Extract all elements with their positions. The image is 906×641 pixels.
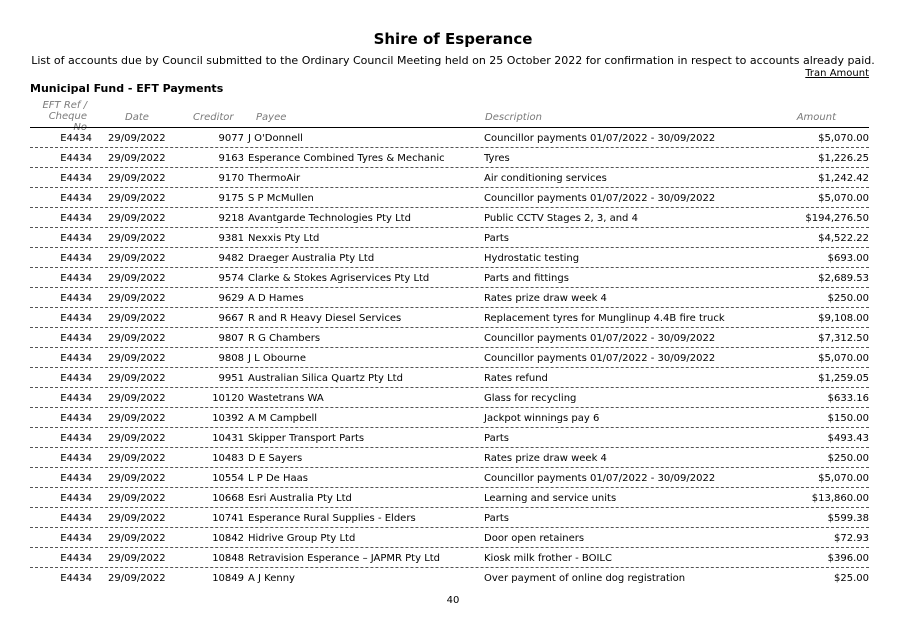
cell-date: 29/09/2022: [108, 253, 166, 264]
table-row: [30, 208, 869, 228]
cell-payee: Draeger Australia Pty Ltd: [248, 253, 375, 264]
cell-payee: A D Hames: [248, 293, 304, 304]
cell-payee: R G Chambers: [248, 333, 321, 344]
cell-payee: Esri Australia Pty Ltd: [248, 493, 352, 504]
cell-date: 29/09/2022: [108, 453, 166, 464]
cell-ref: E4434: [60, 473, 92, 484]
cell-date: 29/09/2022: [108, 573, 166, 584]
cell-creditor: 10842: [212, 533, 244, 544]
cell-description: Councillor payments 01/07/2022 - 30/09/2022: [484, 473, 716, 484]
cell-description: Rates prize draw week 4: [484, 453, 607, 464]
cell-amount: $693.00: [827, 253, 869, 264]
cell-description: Kiosk milk frother - BOILC: [484, 553, 612, 564]
cell-amount: $25.00: [834, 573, 869, 584]
cell-ref: E4434: [60, 173, 92, 184]
cell-date: 29/09/2022: [108, 333, 166, 344]
table-header: [0, 100, 906, 133]
cell-description: Councillor payments 01/07/2022 - 30/09/2022: [484, 133, 716, 144]
cell-ref: E4434: [60, 533, 92, 544]
cell-date: 29/09/2022: [108, 173, 166, 184]
cell-ref: E4434: [60, 153, 92, 164]
cell-payee: A M Campbell: [248, 413, 318, 424]
cell-ref: E4434: [60, 573, 92, 584]
cell-creditor: 9807: [218, 333, 244, 344]
cell-amount: $72.93: [834, 533, 869, 544]
cell-payee: L P De Haas: [248, 473, 308, 484]
payments-table: [0, 128, 906, 587]
cell-ref: E4434: [60, 453, 92, 464]
page-subtitle: List of accounts due by Council submitted to the Ordinary Council Meeting held on 25 October 2022 for confirmation in respect to accounts already paid.: [31, 54, 875, 67]
cell-creditor: 9808: [218, 353, 244, 364]
cell-creditor: 9170: [218, 173, 244, 184]
cell-ref: E4434: [60, 133, 92, 144]
table-row: [30, 548, 869, 568]
cell-payee: Clarke & Stokes Agriservices Pty Ltd: [248, 273, 430, 284]
cell-date: 29/09/2022: [108, 513, 166, 524]
cell-amount: $1,242.42: [818, 173, 869, 184]
cell-description: Parts and fittings: [484, 273, 569, 284]
cell-payee: R and R Heavy Diesel Services: [248, 313, 402, 324]
table-row: [30, 508, 869, 528]
cell-creditor: 10392: [212, 413, 244, 424]
cell-ref: E4434: [60, 353, 92, 364]
cell-description: Councillor payments 01/07/2022 - 30/09/2022: [484, 353, 716, 364]
cell-amount: $396.00: [827, 553, 869, 564]
cell-date: 29/09/2022: [108, 273, 166, 284]
cell-ref: E4434: [60, 493, 92, 504]
cell-amount: $599.38: [827, 513, 869, 524]
cell-ref: E4434: [60, 433, 92, 444]
cell-ref: E4434: [60, 413, 92, 424]
cell-description: Door open retainers: [484, 533, 585, 544]
cell-ref: E4434: [60, 233, 92, 244]
table-row: [30, 468, 869, 488]
table-row: [30, 568, 869, 587]
page-number: 40: [446, 595, 460, 606]
cell-creditor: 9951: [218, 373, 244, 384]
cell-amount: $7,312.50: [818, 333, 869, 344]
cell-creditor: 10848: [212, 553, 244, 564]
page-title: Shire of Esperance: [373, 30, 533, 48]
cell-creditor: 9667: [218, 313, 244, 324]
cell-date: 29/09/2022: [108, 433, 166, 444]
table-row: [30, 528, 869, 548]
cell-date: 29/09/2022: [108, 413, 166, 424]
table-row: [30, 328, 869, 348]
cell-creditor: 9629: [218, 293, 244, 304]
cell-payee: Avantgarde Technologies Pty Ltd: [248, 213, 411, 224]
tran-amount-label: Tran Amount: [805, 68, 869, 79]
cell-ref: E4434: [60, 273, 92, 284]
table-row: [30, 148, 869, 168]
cell-description: Tyres: [484, 153, 510, 164]
col-ref-header-line2: Cheque No: [48, 111, 87, 133]
cell-description: Glass for recycling: [484, 393, 577, 404]
cell-description: Parts: [484, 513, 509, 524]
cell-creditor: 9482: [218, 253, 244, 264]
cell-payee: J L Obourne: [248, 353, 306, 364]
cell-creditor: 9218: [218, 213, 244, 224]
cell-amount: $633.16: [827, 393, 869, 404]
cell-payee: Esperance Combined Tyres & Mechanic: [248, 153, 445, 164]
cell-payee: Wastetrans WA: [248, 393, 324, 404]
cell-ref: E4434: [60, 313, 92, 324]
cell-description: Councillor payments 01/07/2022 - 30/09/2022: [484, 193, 716, 204]
cell-amount: $5,070.00: [818, 473, 869, 484]
cell-date: 29/09/2022: [108, 193, 166, 204]
cell-date: 29/09/2022: [108, 233, 166, 244]
table-row: [30, 388, 869, 408]
cell-creditor: 10431: [212, 433, 244, 444]
cell-creditor: 10554: [212, 473, 244, 484]
cell-amount: $9,108.00: [818, 313, 869, 324]
table-row: [30, 248, 869, 268]
cell-date: 29/09/2022: [108, 393, 166, 404]
table-row: [30, 288, 869, 308]
cell-amount: $1,259.05: [818, 373, 869, 384]
col-creditor-header: Creditor: [193, 112, 234, 123]
cell-creditor: 9077: [218, 133, 244, 144]
cell-description: Parts: [484, 233, 509, 244]
cell-date: 29/09/2022: [108, 313, 166, 324]
cell-amount: $4,522.22: [818, 233, 869, 244]
cell-ref: E4434: [60, 333, 92, 344]
cell-amount: $1,226.25: [818, 153, 869, 164]
cell-date: 29/09/2022: [108, 493, 166, 504]
cell-ref: E4434: [60, 553, 92, 564]
table-row: [30, 168, 869, 188]
cell-date: 29/09/2022: [108, 353, 166, 364]
col-ref-header-line1: EFT Ref /: [42, 100, 87, 111]
cell-payee: S P McMullen: [248, 193, 314, 204]
cell-amount: $250.00: [827, 453, 869, 464]
cell-description: Public CCTV Stages 2, 3, and 4: [484, 213, 638, 224]
cell-description: Learning and service units: [484, 493, 617, 504]
col-amount-header: Amount: [796, 112, 836, 123]
cell-date: 29/09/2022: [108, 373, 166, 384]
cell-payee: A J Kenny: [248, 573, 295, 584]
cell-amount: $5,070.00: [818, 193, 869, 204]
table-row: [30, 428, 869, 448]
cell-amount: $5,070.00: [818, 133, 869, 144]
cell-creditor: 10849: [212, 573, 244, 584]
col-payee-header: Payee: [256, 112, 287, 123]
cell-description: Replacement tyres for Munglinup 4.4B fire truck: [484, 313, 725, 324]
cell-payee: Retravision Esperance – JAPMR Pty Ltd: [248, 553, 441, 564]
cell-ref: E4434: [60, 293, 92, 304]
cell-creditor: 9163: [218, 153, 244, 164]
cell-description: Jackpot winnings pay 6: [484, 413, 600, 424]
cell-ref: E4434: [60, 513, 92, 524]
cell-date: 29/09/2022: [108, 473, 166, 484]
cell-payee: Australian Silica Quartz Pty Ltd: [248, 373, 403, 384]
cell-date: 29/09/2022: [108, 533, 166, 544]
cell-creditor: 9381: [218, 233, 244, 244]
cell-amount: $5,070.00: [818, 353, 869, 364]
cell-description: Rates refund: [484, 373, 548, 384]
cell-date: 29/09/2022: [108, 153, 166, 164]
cell-ref: E4434: [60, 373, 92, 384]
table-row: [30, 488, 869, 508]
table-row: [30, 188, 869, 208]
cell-payee: Hidrive Group Pty Ltd: [248, 533, 356, 544]
cell-payee: Skipper Transport Parts: [248, 433, 365, 444]
cell-date: 29/09/2022: [108, 213, 166, 224]
cell-creditor: 9574: [218, 273, 244, 284]
cell-creditor: 10668: [212, 493, 244, 504]
table-row: [30, 348, 869, 368]
cell-ref: E4434: [60, 393, 92, 404]
cell-amount: $250.00: [827, 293, 869, 304]
col-description-header: Description: [485, 112, 542, 123]
cell-date: 29/09/2022: [108, 553, 166, 564]
cell-payee: D E Sayers: [248, 453, 303, 464]
cell-amount: $2,689.53: [818, 273, 869, 284]
cell-amount: $194,276.50: [805, 213, 869, 224]
cell-description: Councillor payments 01/07/2022 - 30/09/2022: [484, 333, 716, 344]
cell-creditor: 9175: [218, 193, 244, 204]
table-row: [30, 128, 869, 148]
cell-amount: $493.43: [827, 433, 869, 444]
table-row: [30, 268, 869, 288]
cell-creditor: 10483: [212, 453, 244, 464]
cell-ref: E4434: [60, 193, 92, 204]
cell-description: Rates prize draw week 4: [484, 293, 607, 304]
cell-date: 29/09/2022: [108, 293, 166, 304]
cell-description: Parts: [484, 433, 509, 444]
cell-amount: $13,860.00: [811, 493, 869, 504]
cell-payee: ThermoAir: [248, 173, 301, 184]
fund-heading: Municipal Fund - EFT Payments: [30, 82, 224, 95]
cell-description: Air conditioning services: [484, 173, 607, 184]
cell-ref: E4434: [60, 213, 92, 224]
cell-description: Over payment of online dog registration: [484, 573, 686, 584]
cell-payee: Esperance Rural Supplies - Elders: [248, 513, 416, 524]
table-row: [30, 368, 869, 388]
table-row: [30, 408, 869, 428]
cell-payee: J O'Donnell: [248, 133, 303, 144]
cell-creditor: 10120: [212, 393, 244, 404]
table-row: [30, 308, 869, 328]
table-row: [30, 448, 869, 468]
cell-creditor: 10741: [212, 513, 244, 524]
col-date-header: Date: [125, 112, 149, 123]
cell-date: 29/09/2022: [108, 133, 166, 144]
cell-payee: Nexxis Pty Ltd: [248, 233, 320, 244]
table-row: [30, 228, 869, 248]
cell-description: Hydrostatic testing: [484, 253, 580, 264]
cell-ref: E4434: [60, 253, 92, 264]
cell-amount: $150.00: [827, 413, 869, 424]
